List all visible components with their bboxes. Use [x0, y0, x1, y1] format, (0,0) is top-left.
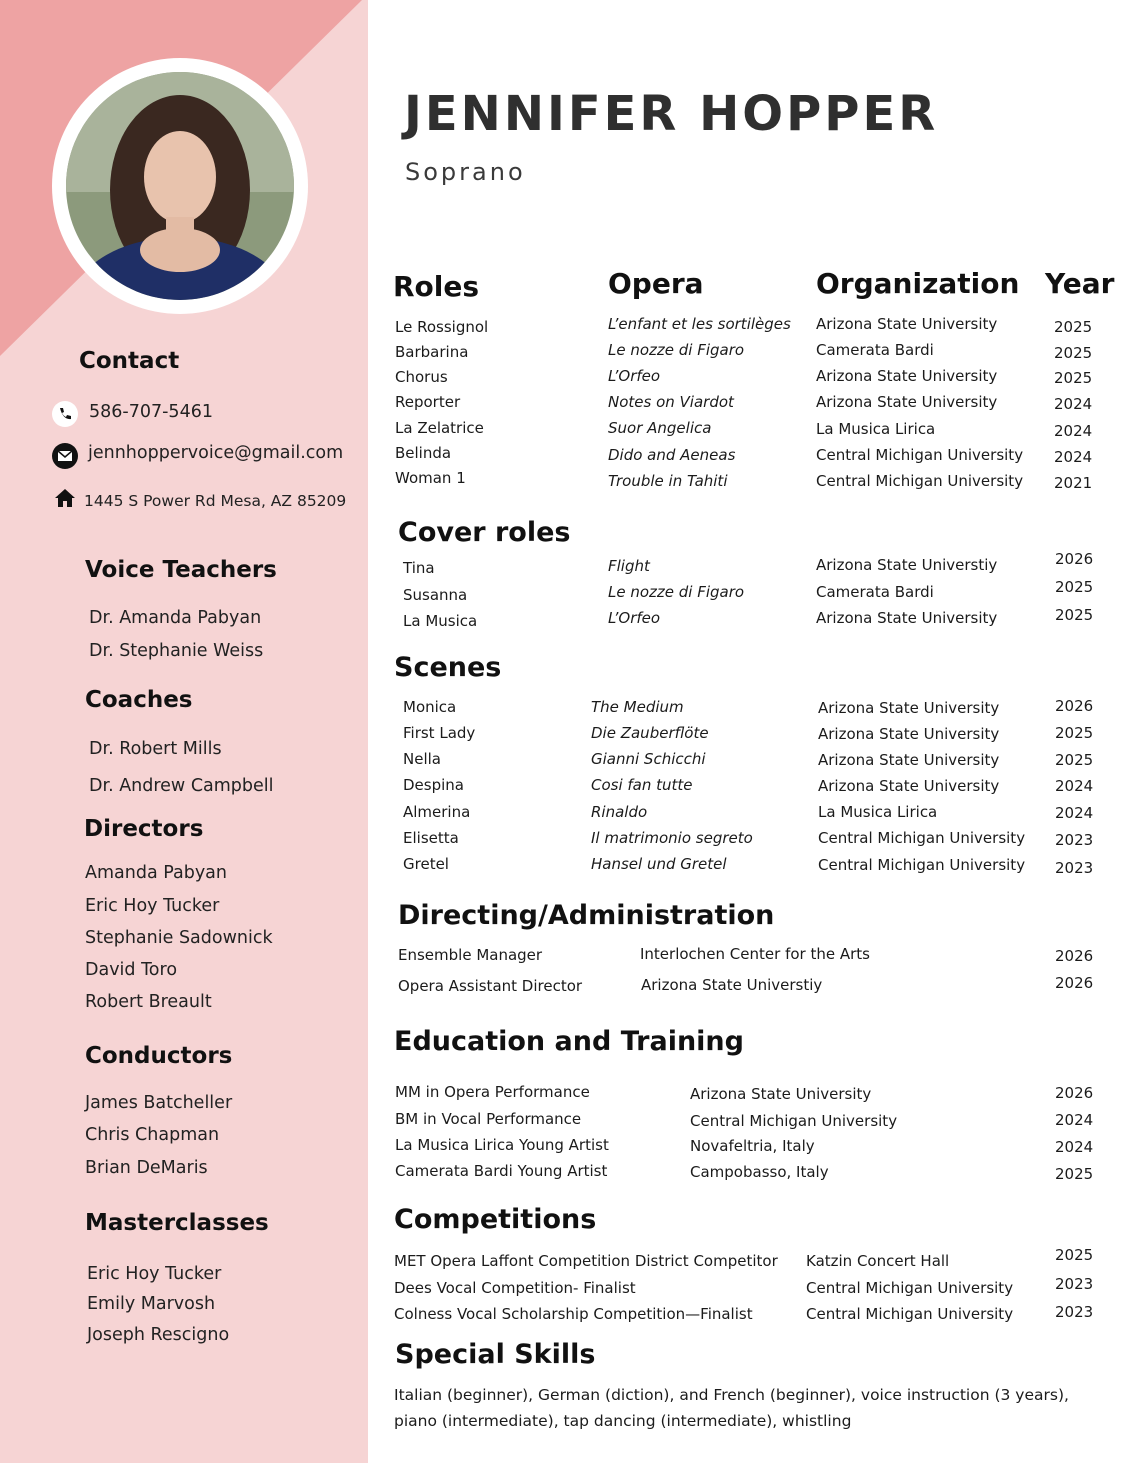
org-cell: Arizona State University	[818, 777, 1000, 795]
org-cell: Central Michigan University	[818, 829, 1026, 847]
opera-cell: Hansel und Gretel	[591, 855, 727, 873]
org-cell: Arizona State Universtiy	[816, 556, 998, 574]
role-cell: Elisetta	[403, 829, 459, 847]
coach-item: Dr. Robert Mills	[89, 739, 222, 759]
opera-cell: Cosi fan tutte	[591, 776, 693, 794]
contact-phone[interactable]: 586-707-5461	[89, 402, 213, 422]
director-item: Eric Hoy Tucker	[85, 896, 220, 916]
opera-cell: L’Orfeo	[608, 367, 661, 385]
year-cell: 2025	[1054, 344, 1093, 362]
masterclass-item: Eric Hoy Tucker	[87, 1264, 222, 1284]
masterclass-item: Joseph Rescigno	[87, 1325, 230, 1345]
masterclasses-heading: Masterclasses	[85, 1210, 269, 1236]
contact-address: 1445 S Power Rd Mesa, AZ 85209	[84, 492, 347, 510]
place-cell: Central Michigan University	[806, 1279, 1014, 1297]
contact-email[interactable]: jennhoppervoice@gmail.com	[88, 443, 344, 463]
year-cell: 2024	[1054, 395, 1093, 413]
year-cell: 2024	[1054, 448, 1093, 466]
year-cell: 2026	[1055, 947, 1094, 965]
role-cell: Chorus	[395, 368, 448, 386]
org-cell: Central Michigan University	[818, 856, 1026, 874]
scenes-heading: Scenes	[394, 652, 502, 683]
org-cell: Arizona State University	[816, 609, 998, 627]
director-item: David Toro	[85, 960, 178, 980]
role-cell: Opera Assistant Director	[398, 977, 583, 995]
cover-roles-heading: Cover roles	[398, 517, 571, 548]
item-cell: Camerata Bardi Young Artist	[395, 1162, 608, 1180]
place-cell: Novafeltria, Italy	[690, 1137, 815, 1155]
conductor-item: Chris Chapman	[85, 1125, 220, 1145]
organization-column-header: Organization	[816, 267, 1020, 300]
org-cell: Camerata Bardi	[816, 583, 934, 601]
org-cell: Arizona State University	[818, 725, 1000, 743]
voice-teacher-item: Dr. Amanda Pabyan	[89, 608, 262, 628]
place-cell: Arizona State University	[690, 1085, 872, 1103]
year-cell: 2024	[1055, 804, 1094, 822]
role-cell: First Lady	[403, 724, 476, 742]
coach-item: Dr. Andrew Campbell	[89, 776, 274, 796]
email-icon	[52, 443, 78, 469]
role-cell: Reporter	[395, 393, 461, 411]
opera-cell: Gianni Schicchi	[591, 750, 706, 768]
conductor-item: Brian DeMaris	[85, 1158, 208, 1178]
org-cell: Central Michigan University	[816, 472, 1024, 490]
year-cell: 2024	[1055, 1111, 1094, 1129]
special-skills-heading: Special Skills	[395, 1339, 596, 1370]
coaches-heading: Coaches	[85, 687, 193, 713]
year-cell: 2026	[1055, 697, 1094, 715]
page-title: JENNIFER HOPPER	[404, 86, 939, 142]
place-cell: Central Michigan University	[690, 1112, 898, 1130]
competitions-heading: Competitions	[394, 1204, 597, 1235]
org-cell: Arizona State Universtiy	[641, 976, 823, 994]
org-cell: La Musica Lirica	[818, 803, 938, 821]
opera-cell: Dido and Aeneas	[608, 446, 736, 464]
role-cell: Ensemble Manager	[398, 946, 543, 964]
role-cell: Tina	[403, 559, 435, 577]
org-cell: Central Michigan University	[816, 446, 1024, 464]
conductors-heading: Conductors	[85, 1043, 233, 1069]
year-cell: 2026	[1055, 1084, 1094, 1102]
opera-cell: Suor Angelica	[608, 419, 712, 437]
year-cell: 2025	[1055, 724, 1094, 742]
role-cell: Belinda	[395, 444, 452, 462]
opera-cell: Flight	[608, 557, 650, 575]
org-cell: Arizona State University	[818, 699, 1000, 717]
education-heading: Education and Training	[394, 1026, 744, 1057]
sidebar	[0, 0, 368, 1463]
opera-cell: Trouble in Tahiti	[608, 472, 728, 490]
contact-heading: Contact	[79, 348, 180, 374]
director-item: Amanda Pabyan	[85, 863, 227, 883]
org-cell: Interlochen Center for the Arts	[640, 945, 870, 963]
masterclass-item: Emily Marvosh	[87, 1294, 216, 1314]
voice-type: Soprano	[405, 158, 526, 186]
org-cell: Arizona State University	[818, 751, 1000, 769]
place-cell: Central Michigan University	[806, 1305, 1014, 1323]
org-cell: Arizona State University	[816, 393, 998, 411]
year-cell: 2026	[1055, 974, 1094, 992]
year-cell: 2025	[1055, 1165, 1094, 1183]
year-cell: 2023	[1055, 1275, 1094, 1293]
item-cell: MET Opera Laffont Competition District Competitor	[394, 1252, 778, 1270]
year-cell: 2025	[1054, 369, 1093, 387]
item-cell: La Musica Lirica Young Artist	[395, 1136, 609, 1154]
year-cell: 2021	[1054, 474, 1093, 492]
directing-heading: Directing/Administration	[398, 900, 775, 931]
item-cell: Dees Vocal Competition- Finalist	[394, 1279, 636, 1297]
special-skills-text: Italian (beginner), German (diction), and French (beginner), voice instruction (3 years), piano (intermediate), tap dancing (intermediate), whistling	[394, 1386, 1069, 1430]
org-cell: Camerata Bardi	[816, 341, 934, 359]
year-cell: 2023	[1055, 1303, 1094, 1321]
role-cell: Monica	[403, 698, 457, 716]
year-cell: 2023	[1055, 859, 1094, 877]
year-cell: 2025	[1055, 606, 1094, 624]
year-column-header: Year	[1045, 267, 1115, 300]
role-cell: Almerina	[403, 803, 471, 821]
item-cell: BM in Vocal Performance	[395, 1110, 582, 1128]
roles-column-header: Roles	[393, 270, 480, 303]
directors-heading: Directors	[84, 816, 204, 842]
place-cell: Katzin Concert Hall	[806, 1252, 950, 1270]
role-cell: Nella	[403, 750, 441, 768]
role-cell: Le Rossignol	[395, 318, 489, 336]
conductor-item: James Batcheller	[85, 1093, 233, 1113]
item-cell: MM in Opera Performance	[395, 1083, 590, 1101]
opera-cell: L’Orfeo	[608, 609, 661, 627]
role-cell: Gretel	[403, 855, 449, 873]
place-cell: Campobasso, Italy	[690, 1163, 829, 1181]
opera-cell: Notes on Viardot	[608, 393, 734, 411]
voice-teachers-heading: Voice Teachers	[85, 557, 277, 583]
year-cell: 2025	[1054, 318, 1093, 336]
avatar	[66, 72, 294, 300]
role-cell: Woman 1	[395, 469, 466, 487]
voice-teacher-item: Dr. Stephanie Weiss	[89, 641, 264, 661]
org-cell: Arizona State University	[816, 367, 998, 385]
role-cell: La Musica	[403, 612, 478, 630]
opera-cell: L’enfant et les sortilèges	[608, 315, 791, 333]
role-cell: Susanna	[403, 586, 468, 604]
role-cell: Despina	[403, 776, 464, 794]
org-cell: Arizona State University	[816, 315, 998, 333]
year-cell: 2026	[1055, 550, 1094, 568]
opera-cell: Rinaldo	[591, 803, 648, 821]
item-cell: Colness Vocal Scholarship Competition—Finalist	[394, 1305, 753, 1323]
director-item: Robert Breault	[85, 992, 212, 1012]
opera-cell: The Medium	[591, 698, 684, 716]
org-cell: La Musica Lirica	[816, 420, 936, 438]
year-cell: 2025	[1055, 1246, 1094, 1264]
year-cell: 2025	[1055, 751, 1094, 769]
year-cell: 2024	[1055, 1138, 1094, 1156]
opera-cell: Die Zauberflöte	[591, 724, 709, 742]
role-cell: Barbarina	[395, 343, 469, 361]
opera-cell: Le nozze di Figaro	[608, 341, 745, 359]
year-cell: 2025	[1055, 578, 1094, 596]
home-icon	[54, 487, 76, 509]
year-cell: 2023	[1055, 831, 1094, 849]
opera-cell: Il matrimonio segreto	[591, 829, 753, 847]
year-cell: 2024	[1054, 422, 1093, 440]
portrait-image	[66, 72, 294, 300]
director-item: Stephanie Sadownick	[85, 928, 273, 948]
opera-cell: Le nozze di Figaro	[608, 583, 745, 601]
role-cell: La Zelatrice	[395, 419, 484, 437]
opera-column-header: Opera	[608, 267, 704, 300]
year-cell: 2024	[1055, 777, 1094, 795]
phone-icon	[52, 401, 78, 427]
